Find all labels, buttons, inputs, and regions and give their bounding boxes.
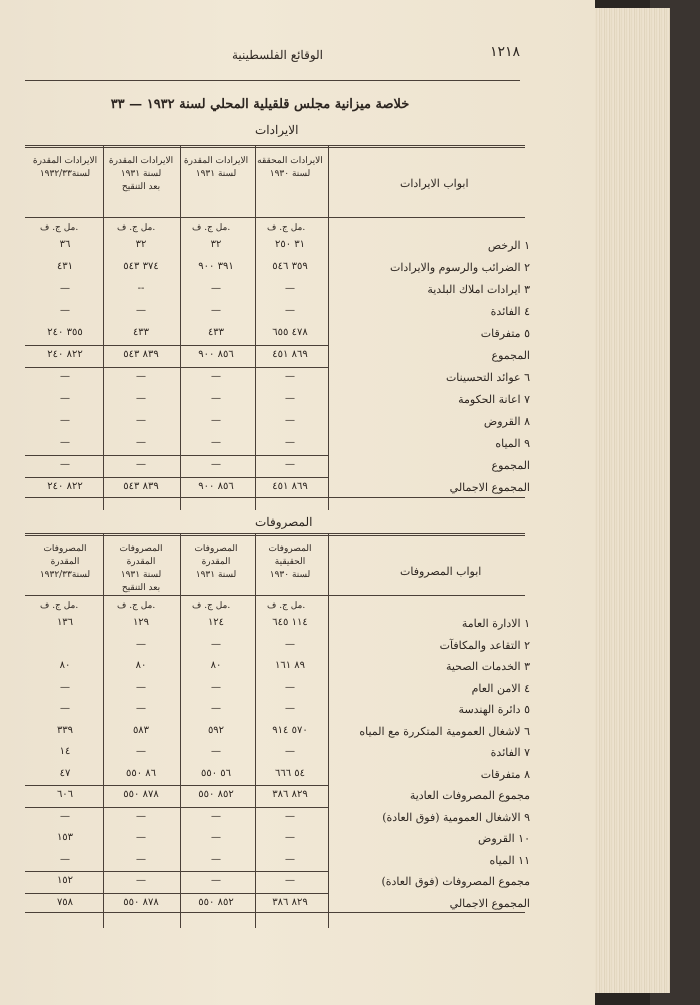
table-cell: ٣٢ xyxy=(135,239,147,250)
table-cell: ٤٣١ xyxy=(56,261,74,272)
table-cell: — xyxy=(60,415,70,426)
table-cell: — xyxy=(211,283,221,294)
table-cell: ٨٣٩ ٥٤٣ xyxy=(123,349,159,360)
table-row: ١ الادارة العامة xyxy=(461,617,530,630)
unit-label: مل ج. ف. xyxy=(117,601,156,611)
table-cell: ١٢٩ xyxy=(132,617,150,628)
table-cell: ٨٦٩ ٤٥١ xyxy=(272,349,308,360)
rule xyxy=(25,595,525,596)
column-rule xyxy=(328,145,329,510)
table-cell: — xyxy=(285,746,295,757)
rule xyxy=(25,145,525,146)
table-cell: — xyxy=(285,810,295,822)
table-cell: — xyxy=(136,437,146,448)
table-cell: — xyxy=(136,459,146,470)
table-cell: — xyxy=(60,853,70,865)
table-row: ٥ متفرقات xyxy=(480,327,530,340)
table-cell: ٨٥٦ ٩٠٠ xyxy=(198,481,234,492)
rule xyxy=(25,807,328,808)
table-cell: — xyxy=(285,875,295,886)
table-row: ٧ اعانة الحكومة xyxy=(458,393,530,406)
table-cell: — xyxy=(285,681,295,693)
header-rule xyxy=(25,80,520,81)
table-cell: — xyxy=(285,283,295,294)
table-cell: ٨٧٨ ٥٥٠ xyxy=(123,789,159,800)
table-row: ٨ متفرقات xyxy=(480,767,530,781)
table-cell: ٤٣٣ xyxy=(132,327,150,338)
table-cell: ٨٠ xyxy=(135,660,147,671)
table-row: ٤ الفائدة xyxy=(490,305,530,318)
table-cell: ٣١ ٢٥٠ xyxy=(274,239,306,250)
rule xyxy=(25,217,525,218)
table-row: ٥ دائرة الهندسة xyxy=(458,703,530,716)
rule xyxy=(25,785,328,786)
rule xyxy=(25,477,328,478)
table-cell: ١٣٦ xyxy=(56,617,74,628)
table-cell: — xyxy=(211,371,221,382)
running-title: الوقائع الفلسطينية xyxy=(232,48,324,62)
table-row: ٢ الضرائب والرسوم والايرادات xyxy=(390,261,530,274)
table-row: ٢ التقاعد والمكافآت xyxy=(439,638,530,652)
table-cell: ١١٤ ٦٤٥ xyxy=(272,617,308,628)
table-cell: ٣٥٩ ٥٤٦ xyxy=(272,261,308,272)
table-row: ٣ الخدمات الصحية xyxy=(445,660,530,673)
unit-label: مل ج. ف. xyxy=(267,223,306,233)
table-cell: ٨٢٩ ٣٨٦ xyxy=(272,896,308,908)
table-cell: ٣٣٩ xyxy=(56,724,74,736)
table-cell: — xyxy=(285,853,295,865)
table-cell: — xyxy=(211,415,221,426)
table-cell: ٨٦ ٥٥٠ xyxy=(125,767,157,779)
table-cell: ٥٩٢ xyxy=(207,724,225,736)
table-cell: ٨٥٢ ٥٥٠ xyxy=(198,789,234,800)
column-header: الايرادات المقدرة لسنة ١٩٣١ بعد التنقيح xyxy=(108,156,174,192)
row-header-label: ابواب الايرادات xyxy=(400,177,469,190)
table-cell: ٤٧٨ ٦٥٥ xyxy=(272,327,308,338)
subtotal-row: مجموع المصروفات العادية xyxy=(409,789,530,802)
unit-label: مل ج. ف. xyxy=(40,223,79,233)
table-cell: — xyxy=(60,681,70,693)
column-header: المصروفات المقدرة لسنة ١٩٣١ بعد التنقيح xyxy=(119,544,163,593)
table-cell: ٨٠ xyxy=(59,660,71,671)
table-row: ٩ الاشغال العمومية (فوق العادة) xyxy=(382,810,530,824)
column-rule xyxy=(328,533,329,928)
table-cell: ٨٢٢ ٢٤٠ xyxy=(47,349,83,360)
table-cell: ٦٠٦ xyxy=(56,789,74,800)
table-row: ١ الرخص xyxy=(487,239,530,252)
table-cell: ٨٥٦ ٩٠٠ xyxy=(198,349,234,360)
table-cell: ٧٥٨ xyxy=(56,896,74,908)
page-number: ١٢١٨ xyxy=(490,44,521,60)
table-cell: — xyxy=(136,875,146,886)
table-cell: — xyxy=(211,832,221,843)
column-header: الايرادات المقدرة لسنة١٩٣٢/٣٣ xyxy=(32,156,98,179)
page-edges xyxy=(590,8,670,993)
table-cell: — xyxy=(60,371,70,382)
table-cell: — xyxy=(136,371,146,382)
rule xyxy=(25,497,525,498)
table-row: ٧ الفائدة xyxy=(490,746,530,759)
table-cell: — xyxy=(136,746,146,757)
table-cell: — xyxy=(211,393,221,404)
unit-label: مل ج. ف. xyxy=(192,223,231,233)
table-cell: — xyxy=(285,305,295,316)
column-rule xyxy=(103,533,104,928)
table-cell: ٨٢٩ ٣٨٦ xyxy=(272,789,308,800)
table-cell: — xyxy=(136,853,146,865)
column-header: المصروفات الحقيقية لسنة ١٩٣٠ xyxy=(268,544,312,580)
rule xyxy=(25,345,328,346)
table-cell: ٣٢ xyxy=(210,239,222,250)
rule xyxy=(25,147,525,148)
rule xyxy=(25,535,525,536)
table-cell: — xyxy=(211,853,221,865)
table-cell: ٤٣٣ xyxy=(207,327,225,338)
table-cell: ٣٩١ ٩٠٠ xyxy=(198,261,234,272)
table-cell: ١٥٣ xyxy=(56,832,74,843)
subtotal-row: المجموع xyxy=(491,459,530,472)
table-cell: — xyxy=(285,703,295,714)
table-cell: ٨٧٨ ٥٥٠ xyxy=(123,896,159,908)
table-cell: — xyxy=(136,810,146,822)
table-cell: — xyxy=(60,810,70,822)
table-cell: ٨٢٢ ٢٤٠ xyxy=(47,481,83,492)
table-cell: — xyxy=(285,393,295,404)
table-cell: — xyxy=(60,283,70,294)
table-cell: ٣٦ xyxy=(59,239,71,250)
table-row: ٨ القروض xyxy=(483,415,530,428)
table-cell: — xyxy=(136,703,146,714)
table-cell: — xyxy=(285,459,295,470)
table-cell: — xyxy=(211,681,221,693)
table-cell: ١٥٢ xyxy=(56,875,74,886)
table-cell: — xyxy=(211,746,221,757)
row-header-label: ابواب المصروفات xyxy=(400,565,482,578)
section-title: الايرادات xyxy=(255,123,299,137)
table-cell: — xyxy=(136,305,146,316)
unit-label: مل ج. ف. xyxy=(192,601,231,611)
table-cell: — xyxy=(285,832,295,843)
table-cell: ١٤ xyxy=(59,746,71,757)
table-cell: — xyxy=(211,703,221,714)
table-cell: ٥٧٠ ٩١٤ xyxy=(272,724,308,736)
table-cell: — xyxy=(285,371,295,382)
rule xyxy=(25,533,525,534)
table-cell: — xyxy=(211,437,221,448)
column-header: الايرادات المقدرة لسنة ١٩٣١ xyxy=(183,156,249,179)
table-cell: — xyxy=(211,638,221,650)
table-cell: ٣٧٤ ٥٤٣ xyxy=(123,261,159,272)
budget-title: خلاصة ميزانية مجلس قلقيلية المحلي لسنة ١٩٣٢ — ٣٣ xyxy=(110,97,410,112)
table-row: ٦ عوائد التحسينات xyxy=(445,371,530,384)
table-cell: — xyxy=(211,305,221,316)
table-row: ٤ الامن العام xyxy=(471,681,530,695)
table-cell: ٨٦٩ ٤٥١ xyxy=(272,481,308,492)
table-row: ٦ لاشغال العمومية المتكررة مع المياه xyxy=(359,724,530,738)
table-row: ٣ ايرادات املاك البلدية xyxy=(427,283,530,296)
table-cell: ٥٤ ٦٦٦ xyxy=(274,767,306,779)
rule xyxy=(25,893,328,894)
table-cell: — xyxy=(211,459,221,470)
table-cell: — xyxy=(136,832,146,843)
rule xyxy=(25,912,525,913)
table-row: ١٠ القروض xyxy=(478,832,530,845)
table-cell: — xyxy=(60,437,70,448)
column-header: المصروفات المقدرة لسنة١٩٣٢/٣٣ xyxy=(39,544,91,580)
table-row: ٩ المياه xyxy=(495,437,530,450)
table-cell: — xyxy=(60,703,70,714)
table-cell: ٨٩ ١٦١ xyxy=(274,660,306,671)
table-cell: — xyxy=(285,437,295,448)
table-cell: — xyxy=(211,875,221,886)
table-cell: — xyxy=(285,415,295,426)
grand-total-row: المجموع الاجمالي xyxy=(449,481,530,494)
table-cell: — xyxy=(285,638,295,650)
table-cell: — xyxy=(136,681,146,693)
table-cell: -- xyxy=(137,283,145,294)
table-cell: ٥٨٣ xyxy=(132,724,150,736)
rule xyxy=(25,367,328,368)
table-cell: — xyxy=(60,393,70,404)
table-cell: ٣٥٥ ٢٤٠ xyxy=(47,327,83,338)
table-cell: — xyxy=(60,305,70,316)
table-row: ١١ المياه xyxy=(489,853,530,867)
rule xyxy=(25,455,328,456)
table-cell: — xyxy=(211,810,221,822)
table-cell: — xyxy=(136,393,146,404)
section-title: المصروفات xyxy=(255,515,313,529)
unit-label: مل ج. ف. xyxy=(117,223,156,233)
grand-total-row: المجموع الاجمالي xyxy=(449,896,530,910)
unit-label: مل ج. ف. xyxy=(40,601,79,611)
column-header: المصروفات المقدرة لسنة ١٩٣١ xyxy=(194,544,238,580)
table-cell: — xyxy=(136,415,146,426)
subtotal-row: المجموع xyxy=(491,349,530,362)
rule xyxy=(25,871,328,872)
table-cell: ٨٥٢ ٥٥٠ xyxy=(198,896,234,908)
unit-label: مل ج. ف. xyxy=(267,601,306,611)
subtotal-row: مجموع المصروفات (فوق العادة) xyxy=(381,875,530,888)
table-cell: — xyxy=(136,638,146,650)
table-cell: ٤٧ xyxy=(59,767,71,779)
table-cell: ٨٣٩ ٥٤٣ xyxy=(123,481,159,492)
column-header: الايرادات المحققه لسنة ١٩٣٠ xyxy=(257,156,323,179)
table-cell: ١٢٤ xyxy=(207,617,225,628)
table-cell: — xyxy=(60,459,70,470)
table-cell: ٨٠ xyxy=(210,660,222,671)
table-cell: ٥٦ ٥٥٠ xyxy=(200,767,232,779)
